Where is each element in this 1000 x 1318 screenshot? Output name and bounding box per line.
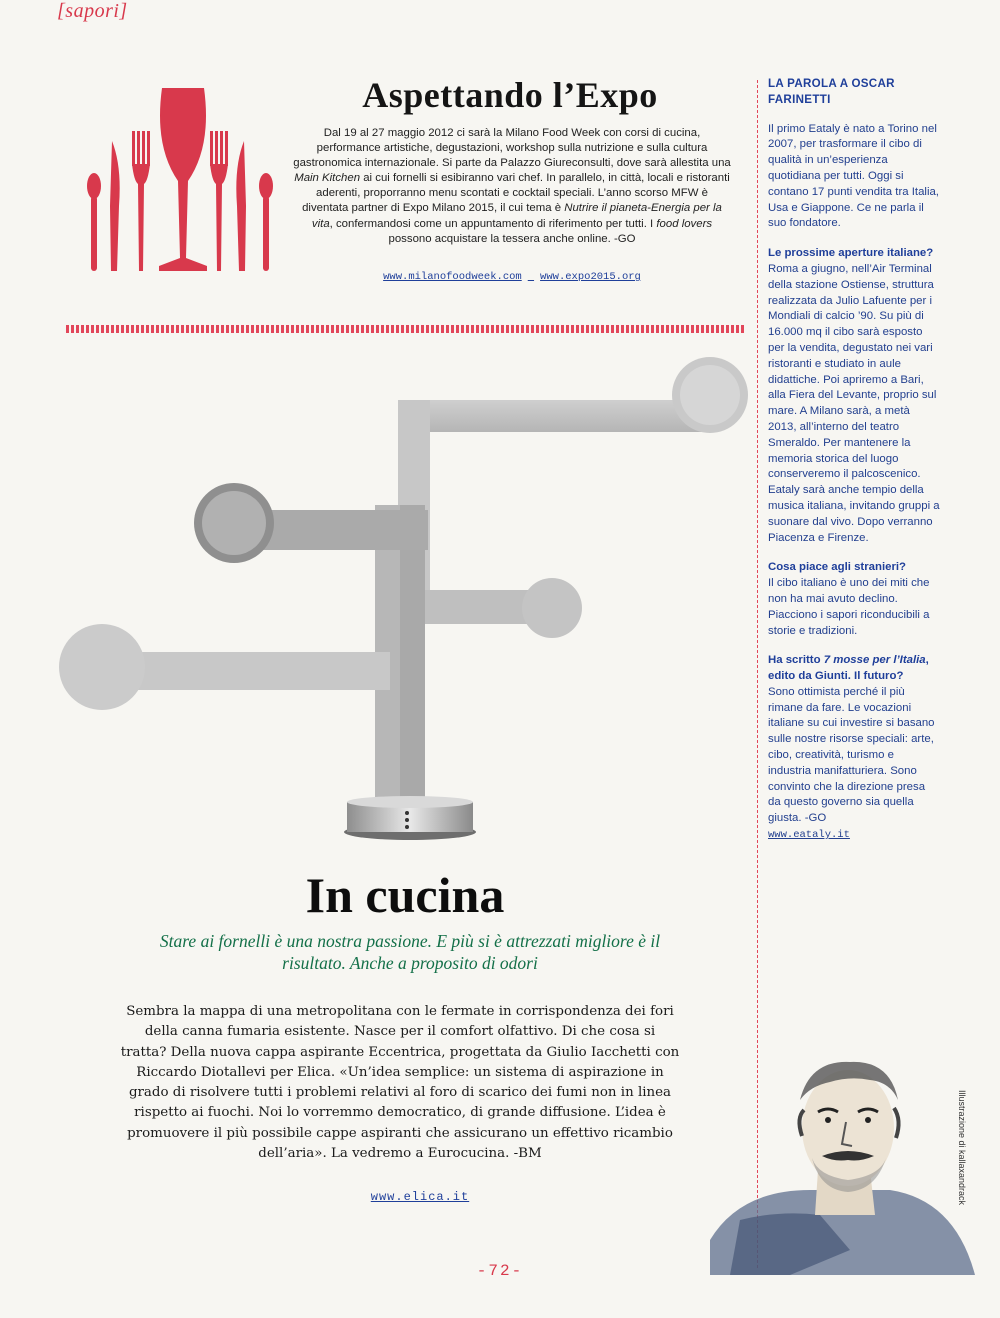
- question: Cosa piace agli stranieri?: [768, 561, 907, 574]
- cucina-headline: In cucina: [305, 867, 505, 923]
- cutlery-wine-glass-icon: [82, 86, 282, 276]
- eataly-link[interactable]: www.eataly.it: [768, 829, 850, 842]
- expo-body-text: Dal 19 al 27 maggio 2012 ci sarà la Milano Food Week con corsi di cucina, performance artistiche, degustazioni, workshop sulla nutrizione e sulla cultura gastronomica internazionale. Si parte da Palazzo Giureconsulti, dove sarà allestita una Main Kitchen ai cui fornelli si esibiranno vari chef. In parallelo, in città, locali e ristoranti aderenti, proporranno menu scontati e cocktail speciali. L’anno scorso MFW è diventata partner di Expo Milano 2015, il cui tema è Nutrire il pianeta-Energia per la vita, confermandosi come un appuntamento di riferimento per tutti. I food lovers possono acquistare la tessera anche online. -GO: [293, 127, 731, 245]
- question: Ha scritto 7 mosse per l’Italia, edito da Giunti. Il futuro?: [768, 654, 929, 683]
- milanofoodweek-link[interactable]: www.milanofoodweek.com: [383, 271, 522, 283]
- expo2015-link[interactable]: www.expo2015.org: [540, 271, 641, 283]
- expo-headline: Aspettando l’Expo: [362, 75, 658, 115]
- sidebar-kicker: LA PAROLA A OSCAR FARINETTI: [768, 77, 895, 106]
- question: Le prossime aperture italiane?: [768, 247, 934, 260]
- answer: Roma a giugno, nell’Air Terminal della stazione Ostiense, struttura realizzata da Julio Lafuente per i Mondiali di calcio ’90. Su più di 16.000 mq il cibo sarà esposto per la vendita, degustato nei vari ristoranti e studiato in aule didattiche. Poi apriremo a Bari, alla Fiera del Levante, proprio sul mare. A Milano sarà, a metà 2013, all’interno del teatro Smeraldo. Per mantenere la memoria storica del luogo conserveremo il palcoscenico. Eataly sarà anche tempio della musica italiana, invitando gruppi a suonare dal vivo. Dopo verranno Piacenza e Firenze.: [768, 262, 940, 544]
- answer: Sono ottimista perché il più rimane da fare. Le vocazioni italiane su cui investire si basano sulle nostre risorse speciali: arte, cibo, creatività, turismo e industria manifatturiera. Sono convinto che la direzione presa da questo governo sia quella giusta. -GO: [768, 685, 935, 825]
- cucina-lead: Stare ai fornelli è una nostra passione. E più si è attrezzati migliore è il risultato. Anche a proposito di odori: [159, 931, 661, 973]
- cucina-body-text: Sembra la mappa di una metropolitana con le fermate in corrispondenza dei fori della canna fumaria esistente. Nasce per il comfort olfattivo. Di che cosa si tratta? Della nuova cappa aspirante Eccentrica, progettata da Giulio Iacchetti con Riccardo Diotallevi per Elica. «Un’idea semplice: un sistema di aspirazione in grado di risolvere tutti i problemi relativi al foro di scarico dei fumi non in linea rispetto ai fuochi. Noi lo vorremmo democratico, di grande diffusione. L’idea è promuovere il più possibile cappe aspiranti che assicurano un effettivo ricambio dell’aria». La vedremo a Eurocucina. -BM: [120, 1004, 680, 1162]
- elica-link[interactable]: www.elica.it: [370, 1190, 470, 1204]
- answer: Il cibo italiano è uno dei miti che non ha mai avuto declino. Piacciono i sapori riconducibili a storie e tradizioni.: [768, 577, 930, 637]
- section-tag: [sapori]: [57, 0, 128, 22]
- section-divider: [66, 325, 746, 333]
- sidebar-intro: Il primo Eataly è nato a Torino nel 2007, per trasformare il cibo di qualità in un’esperienza quotidiana per tutti. Oggi si contano 17 punti vendita tra Italia, Usa e Giappone. Ce ne parla il suo fondatore.: [768, 122, 939, 230]
- sidebar-interview: [768, 76, 940, 858]
- eccentrica-hood-image: [40, 350, 760, 850]
- illustration-credit: Illustrazione di kallaxandrack: [957, 1090, 967, 1206]
- expo-links: [292, 271, 732, 283]
- qa-item: [768, 653, 940, 844]
- page-number: -72-: [476, 1262, 524, 1280]
- qa-item: [768, 246, 940, 546]
- qa-item: [768, 560, 940, 639]
- farinetti-portrait-illustration: [700, 1040, 980, 1280]
